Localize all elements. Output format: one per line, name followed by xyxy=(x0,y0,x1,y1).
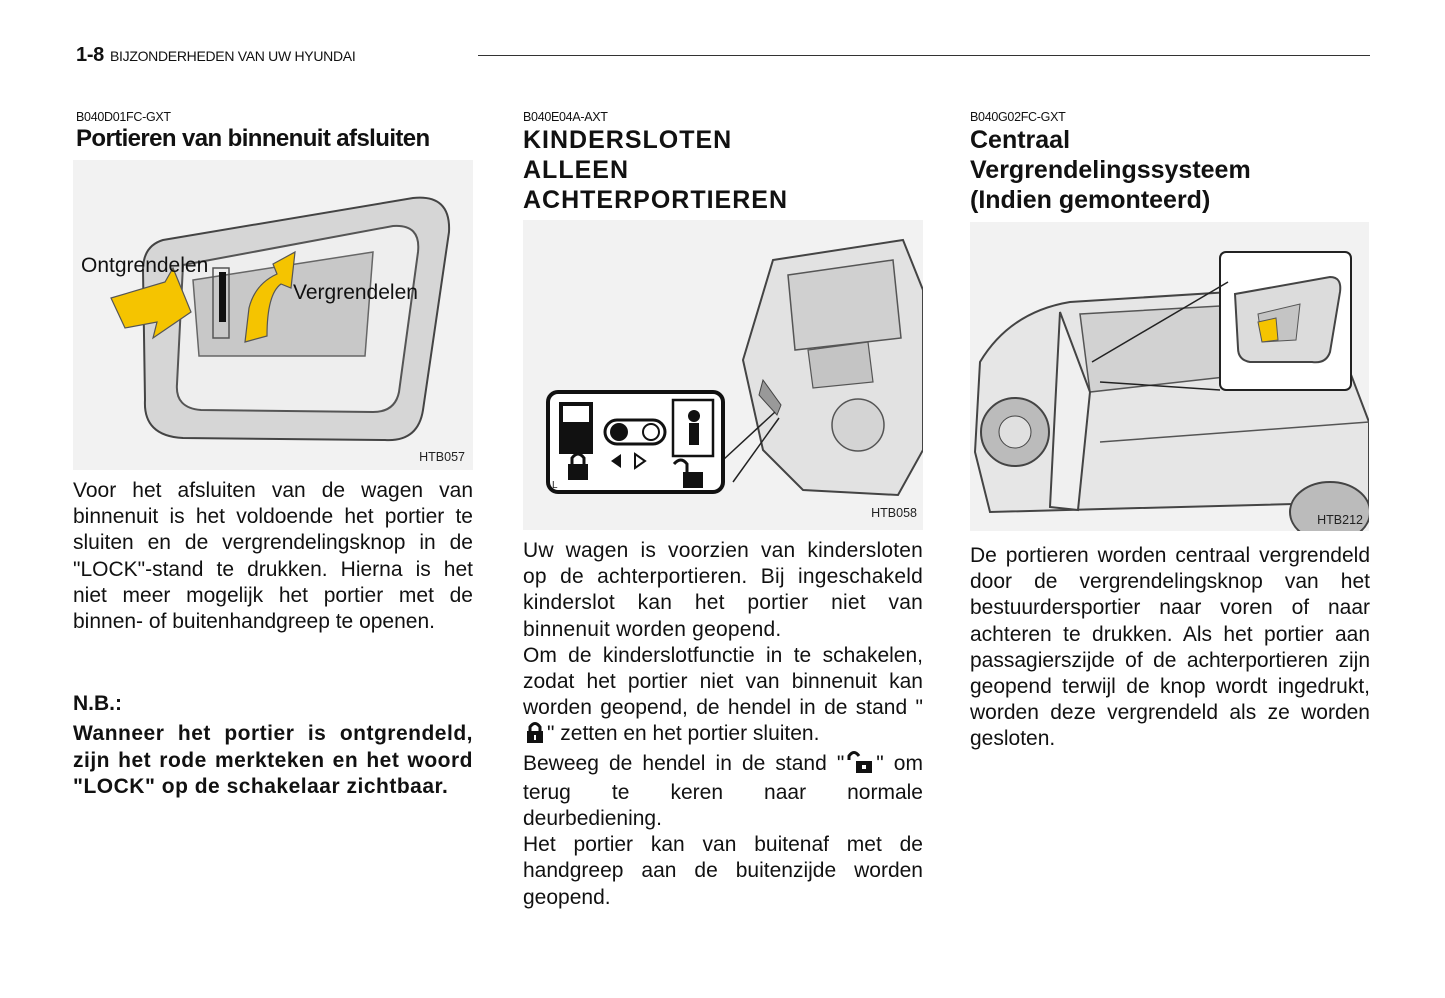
col2-para1: Uw wagen is voorzien van kindersloten op de achterportieren. Bij ingeschakeld kinderslot kan het portier niet van binnenuit worden geopend. xyxy=(523,539,923,641)
col2-para2 xyxy=(523,643,923,751)
heading-central-locking-line3: (Indien gemonteerd) xyxy=(970,186,1211,214)
col2-para3-post: " om terug te keren naar normale deurbediening. xyxy=(523,751,923,831)
rear-door-illustration xyxy=(523,220,923,530)
heading-child-locks-line1: KINDERSLOTEN ALLEEN xyxy=(523,126,733,184)
figure-id-htb058: HTB058 xyxy=(871,506,917,520)
col2-para4: Het portier kan van buitenaf met de handgreep aan de buitenzijde worden geopend. xyxy=(523,833,923,909)
figure-rear-door-child-lock xyxy=(523,220,923,530)
door-handle-illustration xyxy=(73,160,473,470)
col2-para2-post: " zetten en het portier sluiten. xyxy=(547,722,820,746)
col2-para3-pre: Beweeg de hendel in de stand " xyxy=(523,751,845,775)
figure-corner-mark: L xyxy=(552,480,558,491)
note-body: Wanneer het portier is ontgrendeld, zijn het rode merkteken en het woord "LOCK" op de schakelaar zichtbaar. xyxy=(73,722,473,798)
figure-door-handle xyxy=(73,160,473,470)
heading-child-locks-line2: ACHTERPORTIEREN xyxy=(523,186,789,214)
page-header xyxy=(76,44,355,67)
page-number: 1-8 xyxy=(76,44,105,66)
heading-central-locking-line2: Vergrendelingssysteem xyxy=(970,156,1251,184)
col2-para2-pre: Om de kinderslotfunctie in te schakelen, zodat het portier niet van binnenuit kan worden geopend, de hendel in de stand " xyxy=(523,643,923,720)
section-title: BIJZONDERHEDEN VAN UW HYUNDAI xyxy=(110,48,356,64)
body-text-col1: Voor het afsluiten van de wagen van binnenuit is het voldoende het portier te sluiten en de vergrendelingsknop in de "LOCK"-stand te drukken. Hierna is het niet meer mogelijk het portier met de binnen- of buitenhandgreep te openen. xyxy=(73,479,473,634)
section-code-1: B040D01FC-GXT xyxy=(76,110,171,124)
body-text-col2 xyxy=(523,538,923,911)
heading-central-locking xyxy=(970,125,1370,215)
note-title: N.B.: xyxy=(73,692,122,715)
heading-inside-locking: Portieren van binnenuit afsluiten xyxy=(76,125,430,152)
figure-car-central-locking xyxy=(970,222,1369,531)
heading-central-locking-line1: Centraal xyxy=(970,126,1071,154)
car-open-door-illustration xyxy=(970,222,1369,531)
col2-para3 xyxy=(523,751,923,833)
lock-closed-icon xyxy=(525,721,545,750)
label-lock: Vergrendelen xyxy=(293,281,418,304)
figure-id-htb212: HTB212 xyxy=(1317,513,1363,527)
header-rule xyxy=(478,55,1370,56)
lock-open-icon xyxy=(846,751,874,780)
section-code-3: B040G02FC-GXT xyxy=(970,110,1066,124)
label-unlock: Ontgrendelen xyxy=(81,254,209,277)
section-code-2: B040E04A-AXT xyxy=(523,110,608,124)
figure-id-htb057: HTB057 xyxy=(419,450,465,464)
body-text-col3: De portieren worden centraal vergrendeld door de vergrendelingsknop van het bestuurdersportier naar voren of naar achteren te drukken. Als het portier aan passagierszijde of de achterportieren zijn geopend terwijl de knop wordt ingedrukt, worden deze vergrendeld als ze worden gesloten. xyxy=(970,544,1370,751)
